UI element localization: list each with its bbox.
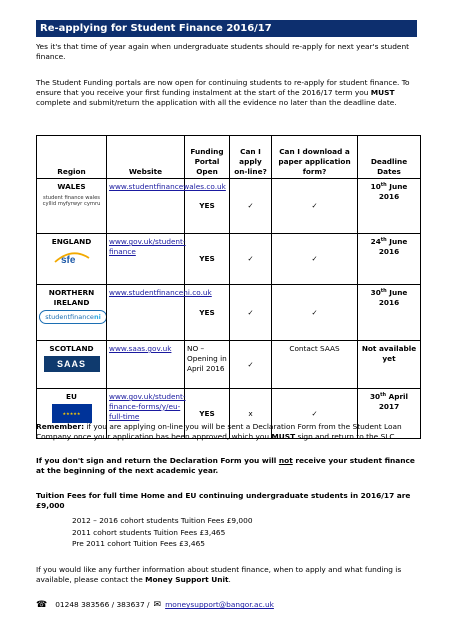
portals-text-1: The Student Funding portals are now open for continuing students to re-apply for student finance. To ensure that you receive your first funding instalment at the start of the 2016/17 term you	[36, 78, 410, 97]
eu-flag-logo	[52, 404, 92, 423]
deadline-cell	[358, 285, 421, 341]
website-cell	[107, 341, 185, 389]
tuition-fees-heading: Tuition Fees for full time Home and EU continuing undergraduate students in 2016/17 are £9,000	[36, 491, 411, 510]
list-item: 2012 – 2016 cohort students Tuition Fees £9,000	[72, 516, 253, 525]
region-name: NORTHERN IRELAND	[48, 288, 95, 307]
header-funding-portal: Funding Portal Open	[185, 136, 230, 179]
website-link[interactable]: www.studentfinancewales.co.uk	[109, 182, 226, 191]
apply-cell: ✓	[230, 179, 272, 234]
download-cell: ✓	[272, 179, 358, 234]
table-row	[37, 179, 421, 234]
warning-text-2: receive your student finance at the beginning of the next academic year.	[36, 456, 415, 475]
header-website: Website	[107, 136, 185, 179]
logo-ni-text: ni	[93, 312, 101, 321]
website-cell	[107, 234, 185, 285]
intro-paragraph: Yes it's that time of year again when undergraduate students should re-apply for next year's student finance.	[36, 42, 410, 61]
apply-cell: ✓	[230, 341, 272, 389]
region-name: WALES	[57, 182, 86, 191]
page-title: Re-applying for Student Finance 2016/17	[36, 20, 417, 37]
portals-must: MUST	[370, 87, 395, 97]
portal-cell: YES	[185, 389, 230, 439]
portals-paragraph	[36, 78, 420, 108]
deadline-text: June 2016	[378, 182, 408, 201]
download-cell: ✓	[272, 285, 358, 341]
logo-line-2: cyllid myfyrwyr cymru	[42, 201, 101, 208]
table-row	[37, 341, 421, 389]
website-link[interactable]: www.studentfinanceni.co.uk	[109, 288, 212, 297]
website-link[interactable]: www.gov.uk/student-finance	[109, 237, 186, 256]
region-name: ENGLAND	[51, 237, 92, 246]
header-download-form: Can I download a paper application form?	[272, 136, 358, 179]
saas-logo: SAAS	[44, 356, 100, 372]
remember-paragraph	[36, 422, 420, 442]
envelope-icon: ✉	[153, 600, 162, 610]
region-cell	[37, 179, 107, 234]
portal-cell: YES	[185, 234, 230, 285]
header-region: Region	[37, 136, 107, 179]
contact-end: .	[228, 574, 231, 584]
header-apply-online: Can I apply on-line?	[230, 136, 272, 179]
logo-text: studentfinance	[45, 312, 94, 321]
deadline-cell	[358, 179, 421, 234]
region-cell	[37, 234, 107, 285]
region-cell	[37, 341, 107, 389]
contact-paragraph	[36, 565, 420, 585]
deadline-day: 24	[370, 237, 381, 246]
download-cell: ✓	[272, 389, 358, 439]
money-support-unit: Money Support Unit	[145, 574, 229, 584]
deadline-day: 30	[369, 392, 381, 401]
apply-cell: ✓	[230, 285, 272, 341]
apply-cell: ✓	[230, 234, 272, 285]
warning-not: not	[278, 456, 293, 465]
student-finance-wales-logo	[39, 195, 104, 207]
deadline-suffix: th	[380, 237, 387, 243]
region-cell	[37, 285, 107, 341]
phone-icon: ☎	[36, 600, 48, 610]
sfe-logo-text: sfe	[60, 254, 75, 265]
sfe-logo	[52, 249, 92, 265]
remember-label: Remember:	[36, 422, 85, 431]
download-cell: ✓	[272, 234, 358, 285]
deadline-suffix: th	[380, 182, 387, 188]
tuition-fees-list	[72, 515, 372, 550]
deadline-text: April 2017	[378, 392, 409, 411]
declaration-warning	[36, 456, 420, 476]
contact-text: If you would like any further information about student finance, when to apply and what funding is available, please contact the	[36, 565, 402, 584]
table-row	[37, 234, 421, 285]
finance-table	[36, 135, 421, 439]
remember-text-2: sign and return to the SLC.	[295, 431, 397, 441]
contact-details	[36, 599, 420, 611]
email-link[interactable]: moneysupport@bangor.ac.uk	[165, 600, 274, 610]
remember-text-1: if you are applying on-line you will be sent a Declaration Form from the Student Loan Company once your application has been approved, which you	[36, 422, 402, 441]
region-name: SCOTLAND	[49, 344, 94, 353]
deadline-cell: Not available yet	[358, 341, 421, 389]
list-item: 2011 cohort students Tuition Fees £3,465	[72, 527, 226, 537]
deadline-text: June 2016	[378, 237, 408, 256]
eu-stars-icon: ★★★★★	[62, 410, 81, 416]
table-header-row	[37, 136, 421, 179]
warning-text-1: If you don't sign and return the Declaration Form you will	[36, 456, 279, 465]
header-deadline: Deadline Dates	[358, 136, 421, 179]
portal-cell: YES	[185, 285, 230, 341]
table-row	[37, 285, 421, 341]
apply-cell: x	[230, 389, 272, 439]
region-name: EU	[66, 392, 77, 401]
deadline-cell	[358, 234, 421, 285]
website-link[interactable]: www.gov.uk/student-finance-forms/y/eu-full-time	[109, 392, 186, 421]
deadline-day: 30	[370, 288, 381, 297]
deadline-suffix: th	[380, 288, 387, 294]
download-cell: Contact SAAS	[272, 341, 358, 389]
portals-text-2: complete and submit/return the application with all the evidence no later than the deadline date.	[36, 97, 397, 107]
remember-must: MUST	[271, 431, 296, 441]
deadline-day: 10	[370, 182, 381, 191]
portal-cell: YES	[185, 179, 230, 234]
student-finance-ni-logo	[39, 310, 107, 324]
deadline-text: June 2016	[378, 288, 408, 307]
portal-cell: NO – Opening in April 2016	[185, 341, 230, 389]
phone-numbers: 01248 383566 / 383637 /	[55, 600, 150, 610]
deadline-suffix: th	[380, 392, 387, 398]
list-item: Pre 2011 cohort Tuition Fees £3,465	[72, 539, 205, 548]
logo-line-1: student finance wales	[43, 194, 100, 201]
website-link[interactable]: www.saas.gov.uk	[109, 344, 172, 353]
